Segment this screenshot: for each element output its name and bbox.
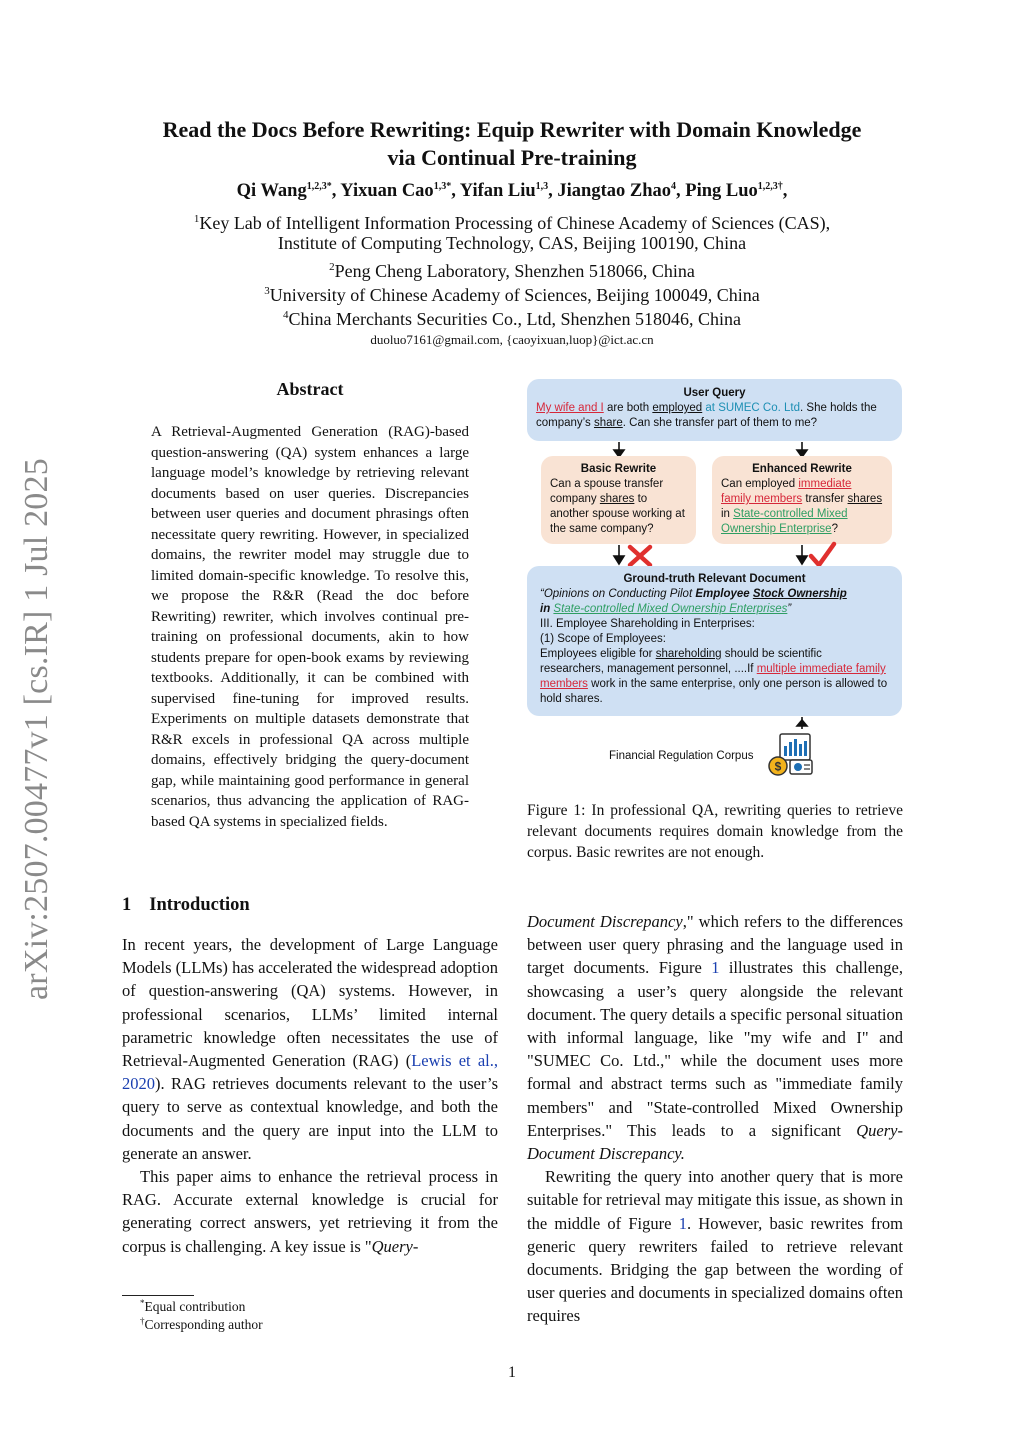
figure-ref-link[interactable]: 1	[711, 958, 720, 978]
intro-paragraph-2-cont: Document Discrepancy," which refers to the differences between user query phrasing and the language used in target documents. Figure 1 illustrates this challenge, showcasing a user’s query alongside the relevant document. The query details a specific personal situation with informal language, like "my wife and I" and "SUMEC Co. Ltd.," while the document uses more formal and abstract terms such as "immediate family members" and "State-controlled Mixed Ownership Enterprises." This leads to a significant Query-Document Discrepancy.	[527, 912, 903, 1164]
enhanced-rewrite-text: Can employed immediate family members transfer shares in State-controlled Mixed Ownership Enterprise?	[721, 478, 883, 535]
ground-truth-document-box	[527, 566, 902, 716]
author: Jiangtao Zhao$^4$	[557, 181, 677, 201]
affiliation-1b: Institute of Computing Technology, CAS, Beijing 100190, China	[277, 233, 747, 253]
basic-rewrite-text: Can a spouse transfer company shares to another spouse working at the same company?	[550, 478, 685, 535]
footnote-equal: *Equal contribution	[140, 1298, 246, 1314]
affiliation-2: $^2$Peng Cheng Laboratory, Shenzhen 518066, China	[329, 261, 695, 281]
intro-paragraph-3: Rewriting the query into another query that is more suitable for retrieval may mitigate this issue, as shown in the middle of Figure 1. However, basic rewrites from generic query rewriters failed to retrieve relevant documents. Bridging the gap between the wording of user queries and documents in specialized domains often requires	[527, 1167, 903, 1326]
abstract-heading: Abstract	[276, 379, 344, 399]
author-list: Qi Wang$^{1,2,3*}$, Yixuan Cao$^{1,3*}$, Yifan Liu$^{1,3}$, Jiangtao Zhao$^4$, Ping Luo$^{1,2,3\dagger}$,	[236, 181, 788, 201]
title-line-2: via Continual Pre-training	[387, 145, 637, 170]
figure-ref-link[interactable]: 1	[678, 1213, 687, 1233]
title-line-1: Read the Docs Before Rewriting: Equip Rewriter with Domain Knowledge	[162, 117, 862, 142]
affiliation-3: $^3$University of Chinese Academy of Sciences, Beijing 100049, China	[264, 285, 760, 305]
intro-paragraph-2: This paper aims to enhance the retrieval process in RAG. Accurate external knowledge is crucial for generating correct answers, yet retrieving it from the corpus is challenging. A key issue is "Query-	[122, 1167, 498, 1256]
footnote-rule	[122, 1295, 194, 1296]
enhanced-rewrite-box	[712, 456, 892, 544]
ground-truth-title: Ground-truth Relevant Document	[623, 573, 806, 585]
author: Yixuan Cao$^{1,3*}$	[340, 181, 452, 201]
intro-paragraph-1: In recent years, the development of Large Language Models (LLMs) has accelerated the widespread adoption of question-answering (QA) systems. However, in professional scenarios, LLMs’ limited internal parametric knowledge often necessitates the use of Retrieval-Augmented Generation (RAG) (Lewis et al., 2020). RAG retrieves documents relevant to the user’s query to serve as contextual knowledge, and both the documents and the query are input into the LLM to generate an answer.	[122, 935, 499, 1163]
user-query-text: My wife and I are both employed at SUMEC Co. Ltd. She holds the company’s share. Can she transfer part of them to me?	[536, 402, 877, 429]
basic-rewrite-box	[541, 456, 696, 544]
check-icon	[807, 541, 837, 569]
svg-text:$: $	[774, 759, 782, 774]
ground-truth-text: “Opinions on Conducting Pilot Employee Stock Ownership in State-controlled Mixed Ownership Enterprises” III. Employee Shareholding in Enterprises: (1) Scope of Employees: Employees eligible for shareholding should be scientific researchers, management personnel, ....If multiple immediate family members work in the same enterprise, only one person is allowed to hold shares.	[540, 588, 888, 705]
abstract-text: A Retrieval-Augmented Generation (RAG)-based question-answering (QA) system enhances a large language model’s knowledge by retrieving relevant documents based on user queries. Discrepancies between user queries and document phrasings often necessitate query rewriting. However, in specialized domains, the rewriter model may struggle due to limited domain-specific knowledge. To resolve this, we propose the R&R (Read the doc before Rewriting) rewriter, which involves continual pre-training on professional documents, akin to how students prepare for open-book exams by reviewing textbooks. Additionally, it can be combined with supervised fine-tuning for improved results. Experiments on multiple datasets demonstrate that R&R excels in professional QA across multiple domains, effectively bridging the query-document gap, while maintaining good performance in general scenarios, thus advancing the application of RAG-based QA systems in specialized fields.	[151, 424, 469, 830]
arxiv-sidebar: arXiv:2507.00477v1 [cs.IR] 1 Jul 2025	[18, 458, 55, 1000]
affiliation-4: $^4$China Merchants Securities Co., Ltd, Shenzhen 518046, China	[283, 309, 741, 329]
figure-1-caption: Figure 1: In professional QA, rewriting queries to retrieve relevant documents requires domain knowledge from the corpus. Basic rewrites are not enough.	[527, 802, 903, 861]
footnote-corresponding: †Corresponding author	[140, 1316, 263, 1332]
basic-rewrite-title: Basic Rewrite	[580, 463, 657, 475]
corpus-label: Financial Regulation Corpus	[609, 750, 754, 762]
author-emails: duoluo7161@gmail.com, {caoyixuan,luop}@ict.ac.cn	[370, 332, 654, 347]
financial-corpus-icon	[766, 732, 814, 778]
section-heading-introduction: 1 Introduction	[122, 895, 250, 915]
affiliation-1: $^1$Key Lab of Intelligent Information Processing of Chinese Academy of Sciences (CAS),	[193, 213, 831, 233]
enhanced-rewrite-title: Enhanced Rewrite	[752, 463, 852, 475]
intro-left-column	[122, 933, 498, 1258]
page-number: 1	[508, 1364, 516, 1381]
user-query-title: User Query	[683, 387, 746, 399]
intro-right-column	[527, 910, 903, 1328]
author: Yifan Liu$^{1,3}$	[459, 181, 549, 201]
citation-link[interactable]: Lewis et al., 2020	[122, 1051, 499, 1094]
author: Qi Wang$^{1,2,3*}$	[236, 181, 332, 201]
author: Ping Luo$^{1,2,3\dagger}$	[685, 181, 783, 201]
